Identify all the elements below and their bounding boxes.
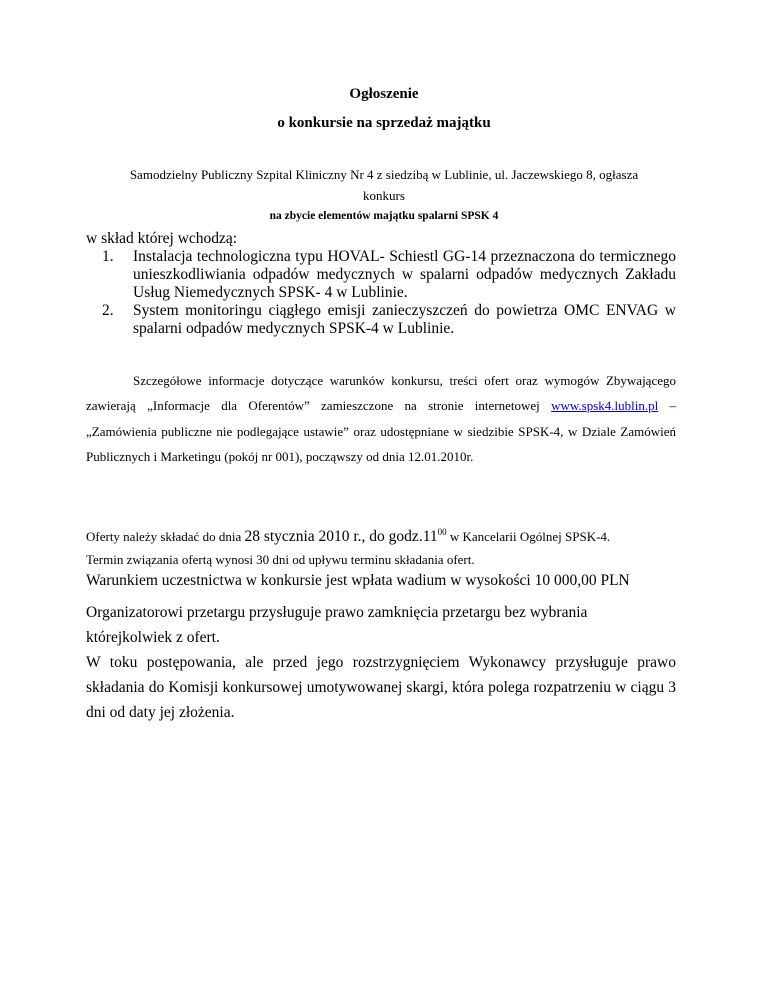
- offers-suffix: w Kancelarii Ogólnej SPSK-4.: [446, 529, 611, 544]
- list-item-text: System monitoringu ciągłego emisji zanieczyszczeń do powietrza OMC ENVAG w spalarni odpadów medycznych SPSK-4 w Lublinie.: [133, 302, 676, 337]
- binding-period: Termin związania ofertą wynosi 30 dni od upływu terminu składania ofert.: [86, 552, 475, 567]
- list-item: [100, 248, 676, 302]
- list-item-number: 1.: [102, 248, 114, 265]
- items-list: [100, 248, 676, 338]
- website-link[interactable]: www.spsk4.lublin.pl: [551, 398, 659, 414]
- appeal-paragraph: W toku postępowania, ale przed jego rozstrzygnięciem Wykonawcy przysługuje prawo składania do Komisji konkursowej umotywowanej skargi, która polega rozpatrzeniu w ciągu 3 dni od daty jej złożenia.: [86, 654, 676, 721]
- details-text-before: Szczegółowe informacje dotyczące warunków konkursu, treści ofert oraz wymogów Zbywającego zawierają „Informacje dla Oferentów” zamieszczone na stronie internetowej: [86, 373, 676, 414]
- organizer-right: Organizatorowi przetargu przysługuje prawo zamknięcia przetargu bez wybrania którejkolwiek z ofert.: [86, 604, 588, 646]
- offers-date: 28 stycznia 2010 r., do godz.11: [244, 528, 438, 545]
- offers-minutes: 00: [437, 527, 447, 537]
- subject-line: na zbycie elementów majątku spalarni SPSK 4: [269, 210, 499, 222]
- konkurs-label: konkurs: [363, 188, 405, 203]
- items-lead: w skład której wchodzą:: [86, 230, 238, 247]
- list-item-text: Instalacja technologiczna typu HOVAL- Schiestl GG-14 przeznaczona do termicznego unieszkodliwiania odpadów medycznych w spalarni odpadów medycznych Zakładu Usług Niemedycznych SPSK- 4 w Lublinie.: [133, 248, 676, 301]
- announcement-subtitle: o konkursie na sprzedaż majątku: [277, 115, 491, 131]
- details-text-after: – „Zamówienia publiczne nie podlegające ustawie” oraz udostępniane w siedzibie SPSK-4, w Dziale Zamówień Publicznych i Marketingu (pokój nr 001), począwszy od dnia 12.01.2010r.: [86, 398, 677, 465]
- details-paragraph: [86, 368, 676, 470]
- offers-deadline: [86, 527, 610, 546]
- announcement-title: Ogłoszenie: [349, 86, 419, 102]
- offers-prefix: Oferty należy składać do dnia: [86, 529, 245, 544]
- list-item: [100, 302, 676, 338]
- intro-paragraph: Samodzielny Publiczny Szpital Kliniczny Nr 4 z siedzibą w Lublinie, ul. Jaczewskiego 8, ogłasza: [129, 167, 639, 182]
- wadium-condition: Warunkiem uczestnictwa w konkursie jest wpłata wadium w wysokości 10 000,00 PLN: [86, 572, 630, 589]
- list-item-number: 2.: [102, 302, 114, 319]
